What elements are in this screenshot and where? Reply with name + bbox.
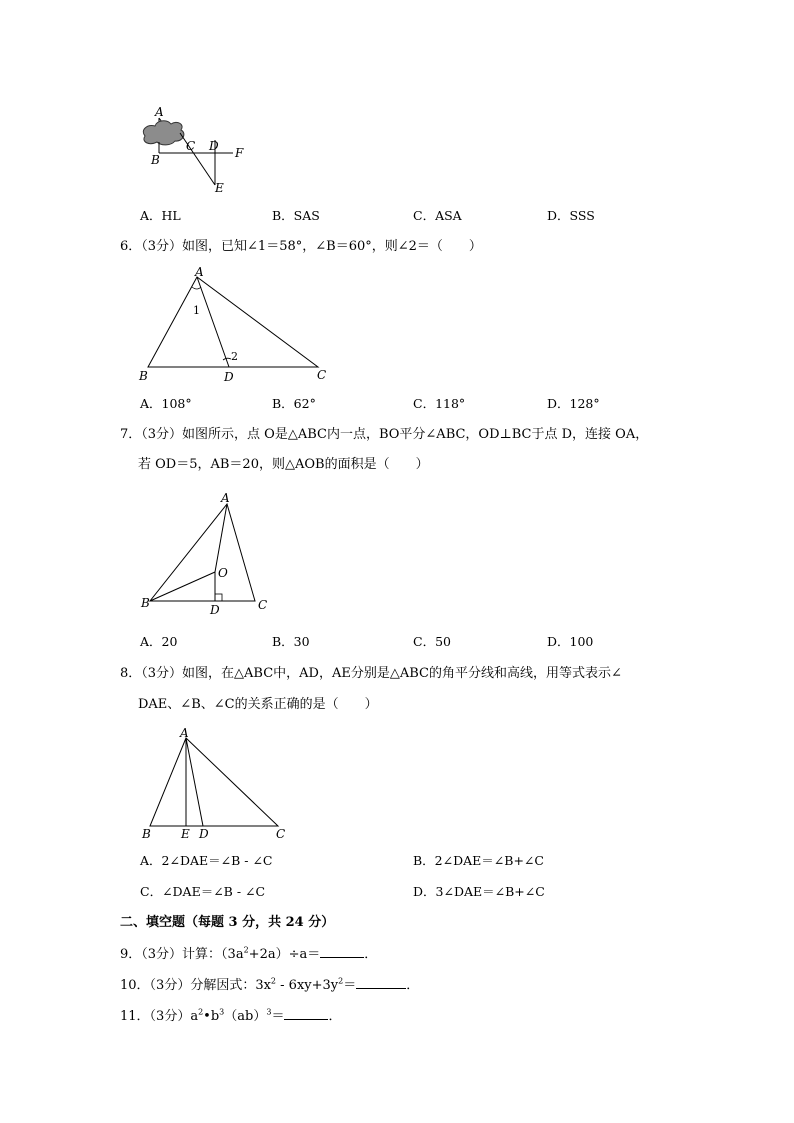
q7-label-C: C [258,598,268,612]
q9-prefix: 9．（3分）计算：（3a [120,947,244,962]
q9-exponent: 2 [243,945,249,955]
q6-figure [135,265,335,385]
q10-exponent-1: 2 [270,976,277,986]
q9-mid: +2a）÷a＝ [248,947,321,962]
q9-suffix: ． [364,947,378,962]
q8-label-B: B [142,827,151,841]
q7-option-b: B．30 [272,634,310,649]
q6-option-c: C．118° [413,396,466,411]
q8-option-b: B．2∠DAE＝∠B+∠C [413,853,544,868]
q6-label-B: B [139,369,148,383]
q8-label-D: D [199,827,209,841]
q7-label-D: D [210,603,220,617]
q10-stem [120,976,419,995]
q6-label-2: 2 [231,350,238,363]
q11-mid2: （ab） [224,1009,267,1024]
q7-label-A: A [221,491,230,505]
section-2-title: 二、填空题（每题 3 分，共 24 分） [120,915,335,930]
q8-stem-line2: DAE、∠B、∠C的关系正确的是（ ） [138,697,378,712]
q6-label-D: D [224,370,234,384]
q10-prefix: 10．（3分）分解因式：3x [120,978,271,993]
q6-label-A: A [195,265,204,279]
q11-prefix: 11．（3分）a [120,1009,199,1024]
q7-label-O: O [218,566,228,580]
q8-label-E: E [181,827,190,841]
q5-label-C: C [186,139,196,153]
q5-option-c: C．ASA [413,208,462,223]
q8-option-a: A．2∠DAE＝∠B - ∠C [140,853,273,868]
q11-exponent-1: 2 [198,1007,204,1017]
q7-stem-line2: 若 OD＝5，AB＝20，则△AOB的面积是（ ） [138,457,429,472]
q10-mid: - 6xy+3y [276,978,339,993]
q8-stem-line1: 8．（3分）如图，在△ABC中，AD，AE分别是△ABC的角平分线和高线，用等式表示∠ [120,666,622,681]
q7-option-d: D．100 [547,634,594,649]
q8-option-d: D．3∠DAE＝∠B+∠C [413,884,545,899]
q6-option-d: D．128° [547,396,600,411]
q8-figure [135,722,295,842]
q6-option-a: A．108° [140,396,192,411]
q10-exponent-2: 2 [338,976,344,986]
q5-figure [135,100,260,195]
q11-exponent-3: 3 [266,1007,272,1017]
q6-label-C: C [317,368,327,382]
q8-option-c: C．∠DAE＝∠B - ∠C [140,884,266,899]
q11-stem [120,1007,341,1026]
q5-option-a: A．HL [140,208,181,223]
q11-mid1: •b [203,1009,220,1024]
q7-label-B: B [141,596,150,610]
q9-stem [120,945,377,964]
q5-label-B: B [151,153,160,167]
cloud-shape [143,121,184,145]
q10-tail: ＝ [343,978,357,993]
q11-answer-blank[interactable] [284,1007,328,1020]
q10-suffix: ． [406,978,420,993]
q7-option-a: A．20 [140,634,178,649]
q8-label-A: A [180,726,189,740]
q5-option-b: B．SAS [272,208,320,223]
q11-tail: ＝ [271,1009,285,1024]
q5-label-E: E [215,181,224,195]
q6-stem: 6．（3分）如图，已知∠1＝58°，∠B＝60°，则∠2＝（ ） [120,239,482,254]
q5-label-A: A [155,105,164,119]
q9-answer-blank[interactable] [320,945,364,958]
q8-label-C: C [276,827,286,841]
q6-label-1: 1 [193,304,200,317]
q5-label-D: D [209,139,219,153]
q11-exponent-2: 3 [219,1007,225,1017]
q7-option-c: C．50 [413,634,451,649]
q11-suffix: ． [328,1009,342,1024]
q10-answer-blank[interactable] [356,976,406,989]
q7-stem-line1: 7．（3分）如图所示，点 O是△ABC内一点，BO平分∠ABC，OD⊥BC于点 D，连接 OA， [120,427,649,442]
q5-option-d: D．SSS [547,208,595,223]
q6-option-b: B．62° [272,396,316,411]
q5-label-F: F [235,146,244,160]
q7-figure [135,488,280,618]
